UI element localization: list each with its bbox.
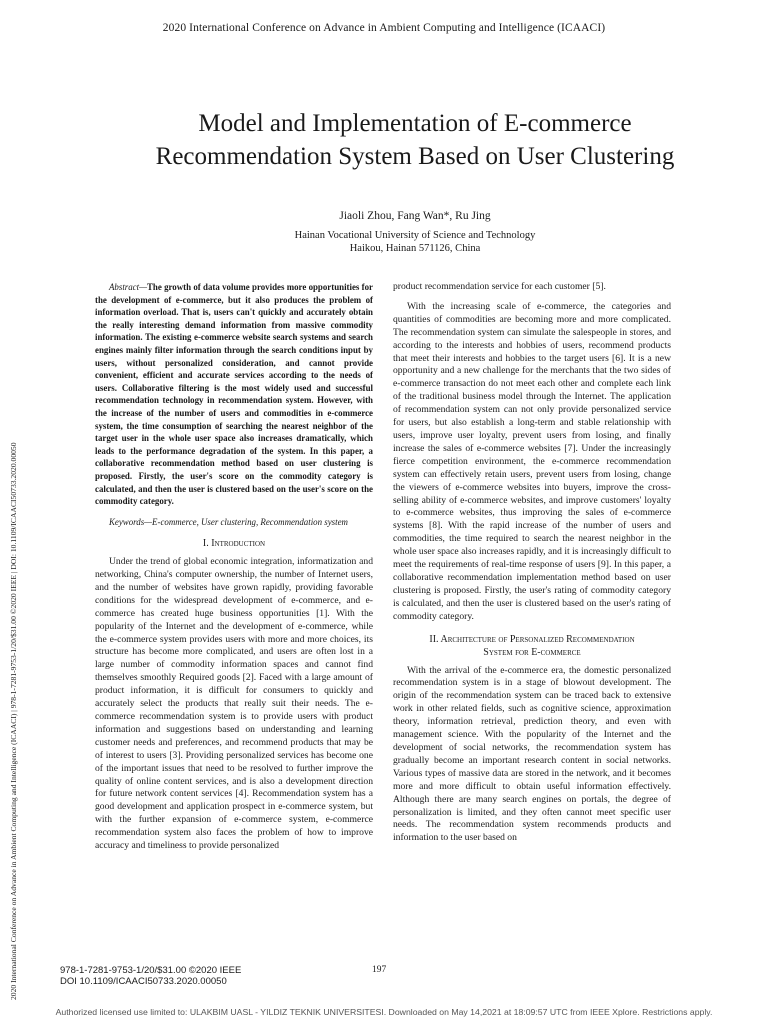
affiliation-institution: Hainan Vocational University of Science and Technology [294,230,536,241]
side-citation-strip: 2020 International Conference on Advance in Ambient Computing and Intelligence (ICAACI) | 978-1-7281-9753-1/20/$31.00 ©2020 IEEE | DOI: 10.1109/ICAACI50733.2020.00050 [9,442,18,1000]
footer-copyright [60,965,241,987]
abstract [95,281,373,508]
title-line-1: Model and Implementation of E-commerce [198,110,632,137]
continuation-text: product recommendation service for each customer [5]. [393,281,606,292]
title-line-2: Recommendation System Based on User Clustering [155,143,675,170]
architecture-paragraph: With the arrival of the e-commerce era, the domestic personalized recommendation system is in a stage of blowout development. The origin of the recommendation system can be traced back to extensive work in other related fields, such as cognitive science, approximation theory, information retrieval, prediction theory, and even with management science. With the popularity of the Internet and the development of social networks, the recommendation system has gradually become an important research content in social networks. Various types of massive data are stored in the network, and it becomes more and more difficult to obtain useful information effectively. Although there are many search engines on portals, the degree of personalization is limited, and they often cannot meet specific user needs. The recommendation system recommends products and information to the user based on [393,664,671,844]
conference-header: 2020 International Conference on Advance in Ambient Computing and Intelligence (ICAACI) [162,22,606,34]
license-notice: Authorized licensed use limited to: ULAKBIM UASL - YILDIZ TEKNIK UNIVERSITESI. Downloaded on May 14,2021 at 18:09:57 UTC from IEEE Xplore. Restrictions apply. [55,1007,713,1017]
body-paragraph: With the increasing scale of e-commerce, the categories and quantities of commodities are becoming more and more complicated. The recommendation system can simulate the salespeople in stores, and according to the interests and hobbies of users, recommend products that meet their interests and hobbies to the target users [6]. It is a new opportunity and a new challenge for the merchants that the two sides of e-commerce transaction do not meet each other and complete each link of the traditional business model through the Internet. The application of recommendation system can not only provide personalized service for users, but also establish a long-term and stable relationship with users, improve user loyalty, prevent users from losing, and finally increase the sales of e-commerce websites [7]. Under the increasingly fierce competition environment, the e-commerce recommendation system can effectively retain users, prevent users from losing, change the viewers of e-commerce websites into buyers, improve the cross-selling ability of e-commerce websites, and improve customers' loyalty to e-commerce websites, thus improving the sales of e-commerce systems [8]. With the rapid increase of the number of users and commodities, the time required to search the nearest neighbor in the whole user space also increases rapidly, and it is increasingly difficult to meet the requirements of real-time response of users [9]. In this paper, a collaborative recommendation implementation method based on user clustering is proposed. Firstly, the user's rating of commodity category is calculated, and then the user is clustered based on the user's rating of commodity category. [393,300,671,622]
authors: Jiaoli Zhou, Fang Wan*, Ru Jing [339,210,491,222]
keywords: Keywords—E-commerce, User clustering, Recommendation system [109,516,348,527]
abstract-lead: Abstract— [109,282,147,292]
left-column [95,281,373,853]
affiliation [60,229,768,255]
abstract-body: The growth of data volume provides more opportunities for the development of e-commerce, but it also produces the problem of information overload. That is, users can't quickly and accurately obtain the really interesting demand information from massive commodity information. The existing e-commerce website search systems and search engines mainly filter information through the search conditions input by users, without personalized consideration, and cannot provide convenient, efficient and accurate services according to the needs of users. Collaborative filtering is the most widely used and successful recommendation technology in recommendation system. However, with the increase of the number of users and commodities in e-commerce system, the time consumption of searching the nearest neighbor of the target user in the whole user space also increases dramatically, which leads to the performance degradation of the system. In this paper, a collaborative recommendation method based on user clustering is proposed. Firstly, the user's score on the commodity category is calculated, and then the user is clustered based on the user's score on the commodity category. [95,282,373,507]
section-heading-architecture [393,633,671,659]
section-heading-line-1: II. Architecture of Personalized Recommendation [429,633,635,645]
section-heading-line-2: System for E-commerce [483,646,581,658]
intro-paragraph: Under the trend of global economic integration, informatization and networking, China's computer ownership, the number of Internet users, and the number of websites have grown rapidly, providing favorable conditions for the widespread development of e-commerce, and e-commerce has created huge business opportunities [1]. With the popularity of the Internet and the development of e-commerce, while the e-commerce system provides users with more and more choices, its structure has become more complicated, and users are often lost in a large number of commodity information spaces and cannot find themselves smoothly Required goods [2]. Faced with a large amount of product information, it is difficult for consumers to quickly and accurately select the products that really suit their needs. The e-commerce recommendation system is to provide users with product information and suggestions based on understanding and learning customer needs and preferences, and recommend products that may be of interest to users [3]. Providing personalized services has become one of the important issues that need to be resolved to further improve the quality of online content services, and is also a development direction for future network content services [4]. Recommendation system has a good development and application prospect in e-commerce system, but with the further expansion of e-commerce system, e-commerce recommendation system also faces the problem of how to improve accuracy and timeliness to provide personalized [95,556,373,852]
footer-doi: DOI 10.1109/ICAACI50733.2020.00050 [60,976,227,987]
affiliation-address: Haikou, Hainan 571126, China [349,243,481,254]
paper-title [60,107,768,173]
footer-isbn: 978-1-7281-9753-1/20/$31.00 ©2020 IEEE [60,965,242,976]
right-column [393,281,671,845]
page-number: 197 [372,965,387,975]
section-heading-introduction: I. Introduction [202,538,266,550]
